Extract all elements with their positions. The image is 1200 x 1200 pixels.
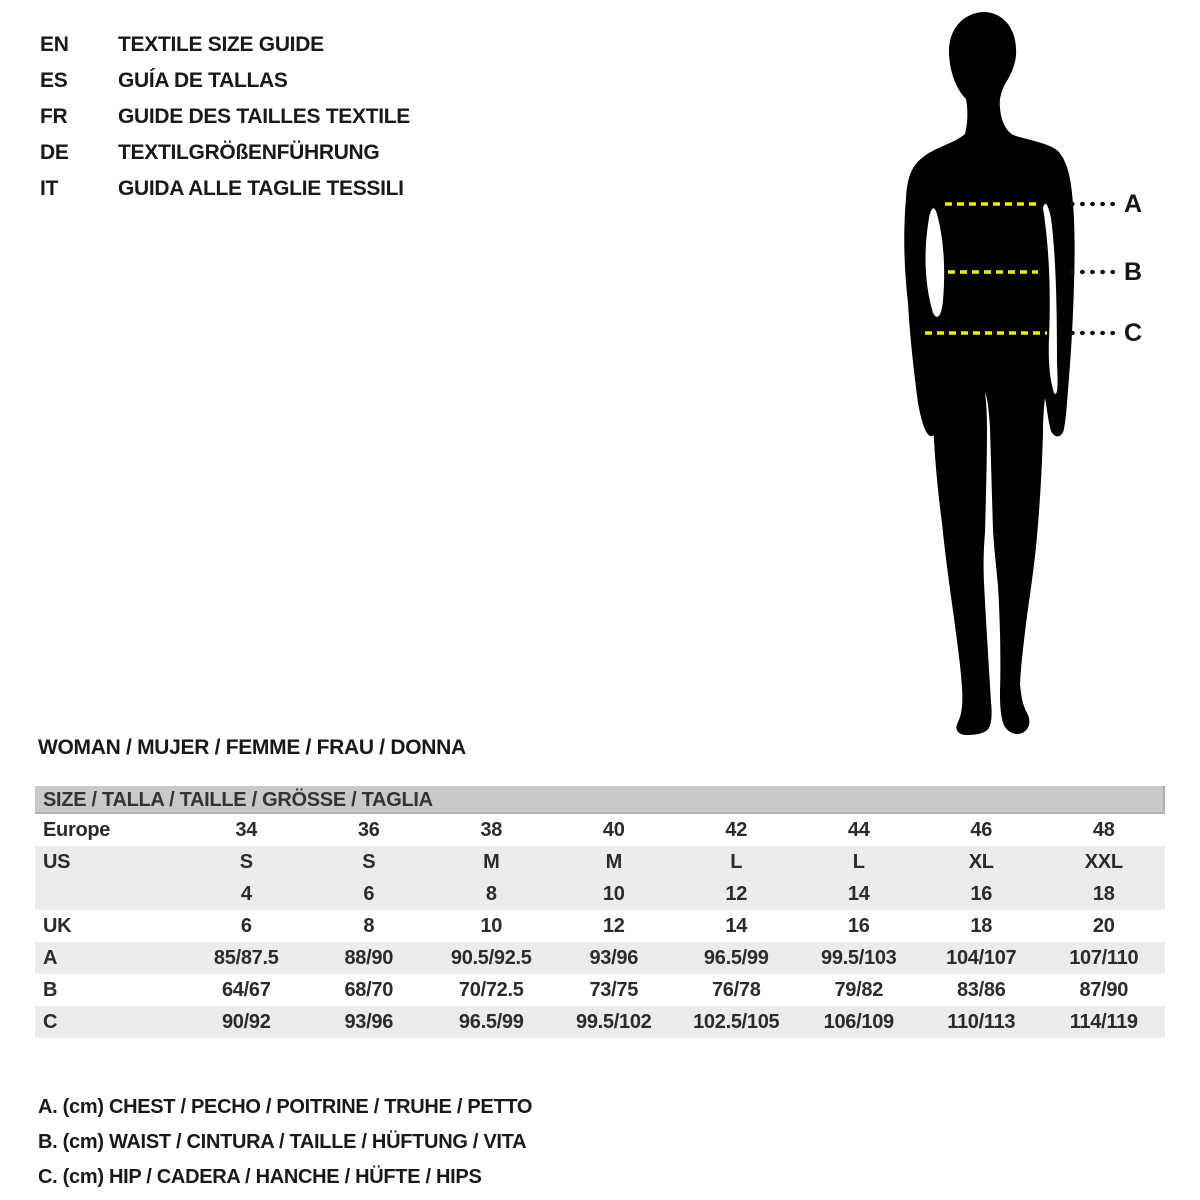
table-cell: 87/90 (1079, 979, 1129, 1001)
table-cell: 6 (240, 915, 252, 937)
table-cell: XL (968, 851, 994, 873)
table-cell: 90.5/92.5 (450, 947, 532, 969)
table-cell: 110/113 (947, 1011, 1016, 1033)
lang-row-fr (40, 99, 560, 135)
table-cell: 99.5/103 (821, 947, 897, 969)
table-cell: 40 (602, 819, 625, 841)
row-label: C (43, 1011, 58, 1033)
table-row-waist-b (35, 974, 1165, 1006)
table-cell: 4 (240, 883, 252, 905)
table-cell: 8 (363, 915, 375, 937)
table-cell: 12 (602, 915, 625, 937)
row-label: B (43, 979, 58, 1001)
table-cell: 8 (485, 883, 497, 905)
lang-code: IT (40, 177, 59, 200)
table-cell: 73/75 (589, 979, 639, 1001)
table-row-chest-a (35, 942, 1165, 974)
lang-title: TEXTILGRÖßENFÜHRUNG (118, 141, 380, 164)
lang-title: GUIDA ALLE TAGLIE TESSILI (118, 177, 404, 200)
lang-title: GUIDE DES TAILLES TEXTILE (118, 105, 410, 128)
table-cell: 42 (725, 819, 748, 841)
table-cell: 18 (970, 915, 993, 937)
table-cell: 18 (1092, 883, 1115, 905)
legend-line-hip: C. (cm) HIP / CADERA / HANCHE / HÜFTE / HIPS (38, 1166, 482, 1188)
size-table-header: SIZE / TALLA / TAILLE / GRÖSSE / TAGLIA (35, 786, 1165, 814)
row-label (35, 878, 185, 910)
table-cell: 12 (725, 883, 748, 905)
table-cell: 46 (970, 819, 993, 841)
table-cell: 88/90 (344, 947, 394, 969)
table-cell: 68/70 (344, 979, 394, 1001)
table-cell: 96.5/99 (703, 947, 769, 969)
lang-code: EN (40, 33, 69, 56)
table-cell: 16 (970, 883, 993, 905)
row-label: Europe (43, 819, 111, 841)
measure-label-a: A (1124, 190, 1143, 218)
table-cell: 76/78 (711, 979, 761, 1001)
table-cell: 79/82 (834, 979, 884, 1001)
table-cell: 48 (1092, 819, 1115, 841)
size-table (35, 786, 1165, 1038)
table-row-us-numbers (35, 878, 1165, 910)
lang-title: TEXTILE SIZE GUIDE (118, 33, 324, 56)
woman-silhouette-svg (865, 8, 1165, 735)
lang-row-it (40, 171, 560, 207)
table-cell: 90/92 (221, 1011, 271, 1033)
table-cell: 85/87.5 (213, 947, 279, 969)
legend-line-waist: B. (cm) WAIST / CINTURA / TAILLE / HÜFTUNG / VITA (38, 1131, 527, 1153)
measurement-legend (38, 1090, 532, 1195)
lang-row-en (40, 27, 560, 63)
measure-label-b: B (1124, 258, 1143, 286)
table-cell: 99.5/102 (576, 1011, 652, 1033)
table-cell: 64/67 (221, 979, 271, 1001)
table-cell: 14 (847, 883, 870, 905)
table-row-uk (35, 910, 1165, 942)
table-cell: 10 (602, 883, 625, 905)
table-cell: S (239, 851, 253, 873)
table-cell: 14 (725, 915, 748, 937)
table-cell: 10 (480, 915, 503, 937)
table-cell: 36 (357, 819, 380, 841)
table-row-us-letters (35, 846, 1165, 878)
lang-code: FR (40, 105, 68, 128)
table-cell: 16 (847, 915, 870, 937)
table-cell: 114/119 (1069, 1011, 1138, 1033)
lang-row-de (40, 135, 560, 171)
table-row-hip-c (35, 1006, 1165, 1038)
woman-body-shape (904, 12, 1074, 735)
table-cell: 93/96 (344, 1011, 394, 1033)
woman-silhouette-figure (865, 8, 1165, 735)
lang-row-es (40, 63, 560, 99)
row-label: UK (43, 915, 72, 937)
table-cell: XXL (1084, 851, 1123, 873)
table-cell: 106/109 (823, 1011, 894, 1033)
table-row-europe (35, 814, 1165, 846)
lang-code: ES (40, 69, 68, 92)
table-cell: 6 (363, 883, 375, 905)
table-cell: 34 (235, 819, 258, 841)
table-cell: L (852, 851, 865, 873)
table-cell: 104/107 (946, 947, 1017, 969)
lang-code: DE (40, 141, 69, 164)
table-cell: S (362, 851, 376, 873)
table-cell: 96.5/99 (458, 1011, 524, 1033)
row-label: US (43, 851, 71, 873)
table-cell: 20 (1092, 915, 1115, 937)
table-cell: 70/72.5 (458, 979, 524, 1001)
table-cell: 102.5/105 (693, 1011, 780, 1033)
section-title-woman: WOMAN / MUJER / FEMME / FRAU / DONNA (38, 736, 466, 759)
table-cell: 44 (847, 819, 870, 841)
row-label: A (43, 947, 58, 969)
legend-line-chest: A. (cm) CHEST / PECHO / POITRINE / TRUHE / PETTO (38, 1096, 533, 1118)
measure-label-c: C (1124, 319, 1143, 347)
table-cell: 83/86 (956, 979, 1006, 1001)
table-cell: 93/96 (589, 947, 639, 969)
table-cell: L (730, 851, 743, 873)
table-cell: M (483, 851, 500, 873)
language-title-block (40, 27, 560, 207)
table-cell: 107/110 (1069, 947, 1139, 969)
lang-title: GUÍA DE TALLAS (118, 69, 288, 92)
table-cell: 38 (480, 819, 503, 841)
table-cell: M (605, 851, 622, 873)
